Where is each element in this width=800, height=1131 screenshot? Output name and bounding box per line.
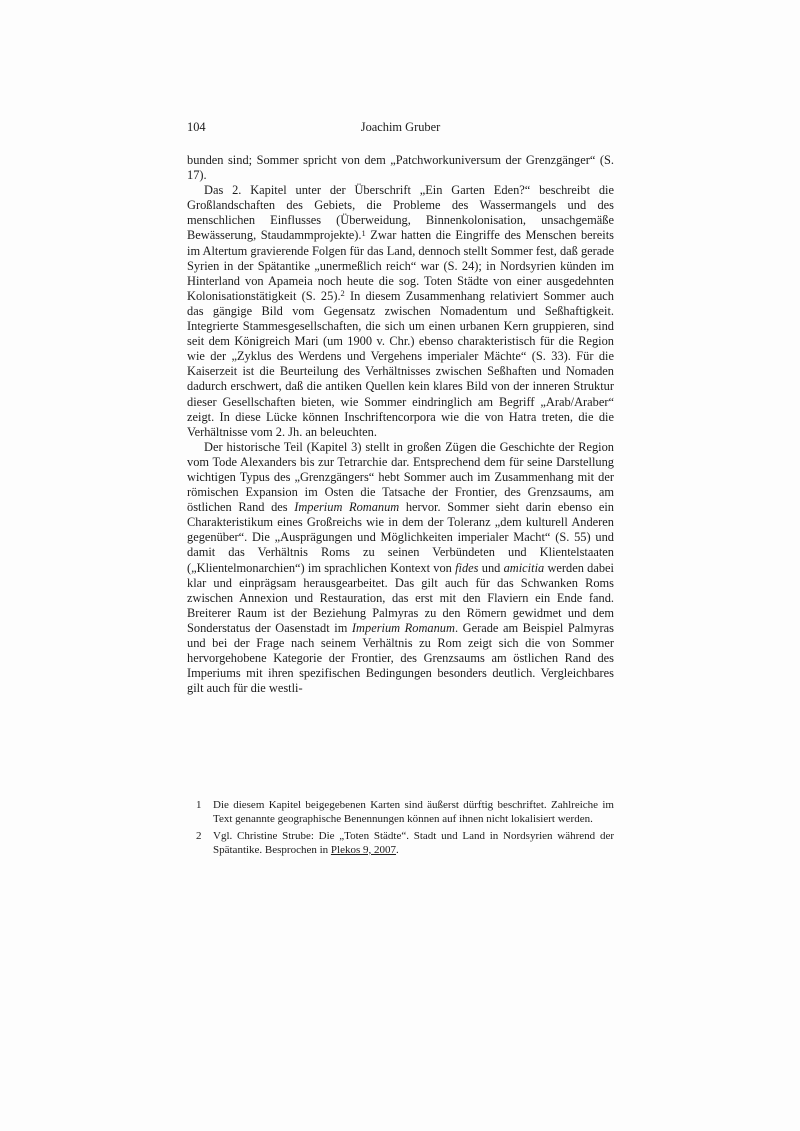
italic-term: Imperium Romanum	[294, 500, 400, 515]
footnote-text: Die diesem Kapitel beigegebenen Karten sind äußerst dürftig beschriftet. Zahlreiche im Text genannte geographische Benennungen können auf ihnen nicht lokalisiert werden.	[213, 799, 614, 825]
footnotes	[196, 799, 614, 861]
footnote-marker: 1	[361, 227, 366, 238]
page-number: 104	[187, 120, 206, 134]
footnote-marker: 2	[340, 288, 345, 299]
body-text	[187, 153, 614, 696]
plekos-reference-link[interactable]: Plekos 9, 2007	[330, 843, 397, 856]
paragraph: bunden sind; Sommer spricht von dem „Patchworkuniversum der Grenzgänger“ (S. 17).	[187, 153, 614, 183]
paragraph: Der historische Teil (Kapitel 3) stellt in großen Zügen die Geschichte der Region vom Tode Alexanders bis zur Tetrarchie dar. Entsprechend dem für seine Darstellung wichtigen Typus des „Grenzgängers“ hebt Sommer auch im Zusammenhang mit der römischen Expansion im Osten die Tatsache der Frontier, des Grenzsaums, am östlichen Rand des Imperium Romanum hervor. Sommer sieht darin ebenso ein Charakteristikum eines Großreichs wie in dem der Toleranz „dem kulturell Anderen gegenüber“. Die „Ausprägungen und Möglichkeiten imperialer Macht“ (S. 55) und damit das Verhältnis Roms zu seinen Verbündeten und Klientelstaaten („Klientelmonarchien“) im sprachlichen Kontext von fides und amicitia werden dabei klar und einprägsam herausgearbeitet. Das gilt auch für das Schwanken Roms zwischen Annexion und Restauration, das erst mit den Flaviern ein Ende fand. Breiterer Raum ist der Beziehung Palmyras zu den Römern gewidmet und dem Sonderstatus der Oasenstadt im Imperium Romanum. Gerade am Beispiel Palmyras und bei der Frage nach seinem Verhältnis zu Rom zeigt sich die von Sommer hervorgehobene Kategorie der Frontier, des Grenzsaums am östlichen Rand des Imperiums mit ihren spezifischen Bedingungen besonders deutlich. Vergleichbares gilt auch für die westli-	[187, 439, 614, 696]
footnote-number: 2	[196, 830, 202, 843]
running-title: Joachim Gruber	[360, 120, 441, 134]
footnote	[196, 830, 614, 857]
paragraph: Das 2. Kapitel unter der Überschrift „Ein Garten Eden?“ beschreibt die Großlandschaften des Gebiets, die Probleme des Wassermangels und des menschlichen Einflusses (Überweidung, Binnenkolonisation, unsachgemäße Bewässerung, Staudammprojekte).$^1$ Zwar hatten die Eingriffe des Menschen bereits im Altertum gravierende Folgen für das Land, dennoch stellt Sommer fest, daß gerade Syrien in der Spätantike „unermeßlich reich“ war (S. 24); in Nordsyrien künden im Hinterland von Apameia noch heute die sog. Toten Städte von einer ausgedehnten Kolonisationstätigkeit (S. 25).$^2$ In diesem Zusammenhang relativiert Sommer auch das gängige Bild vom Gegensatz zwischen Nomadentum und Seßhaftigkeit. Integrierte Stammesgesellschaften, die sich um einen urbanen Kern gruppieren, sind seit dem Königreich Mari (um 1900 v. Chr.) ebenso charakteristisch für die Region wie der „Zyklus des Werdens und Vergehens imperialer Mächte“ (S. 33). Für die Kaiserzeit ist die Beurteilung des Verhältnisses zwischen Seßhaften und Nomaden dadurch erschwert, daß die antiken Quellen kein klares Bild von der inneren Struktur dieser Gesellschaften bieten, wie Sommer eindringlich am Begriff „Arab/Araber“ zeigt. In diese Lücke können Inschriftencorpora wie die von Hatra treten, die die Verhältnisse vom 2. Jh. an beleuchten.	[187, 183, 614, 439]
italic-term: amicitia	[503, 560, 545, 575]
footnote	[196, 799, 614, 826]
footnote-text: Vgl. Christine Strube: Die „Toten Städte“. Stadt und Land in Nordsyrien während der Spätantike. Besprochen in Plekos 9, 2007.	[213, 830, 614, 856]
italic-term: fides	[455, 560, 479, 575]
page-header	[187, 120, 614, 136]
italic-term: Imperium Romanum	[351, 620, 455, 635]
footnote-number: 1	[196, 799, 202, 811]
